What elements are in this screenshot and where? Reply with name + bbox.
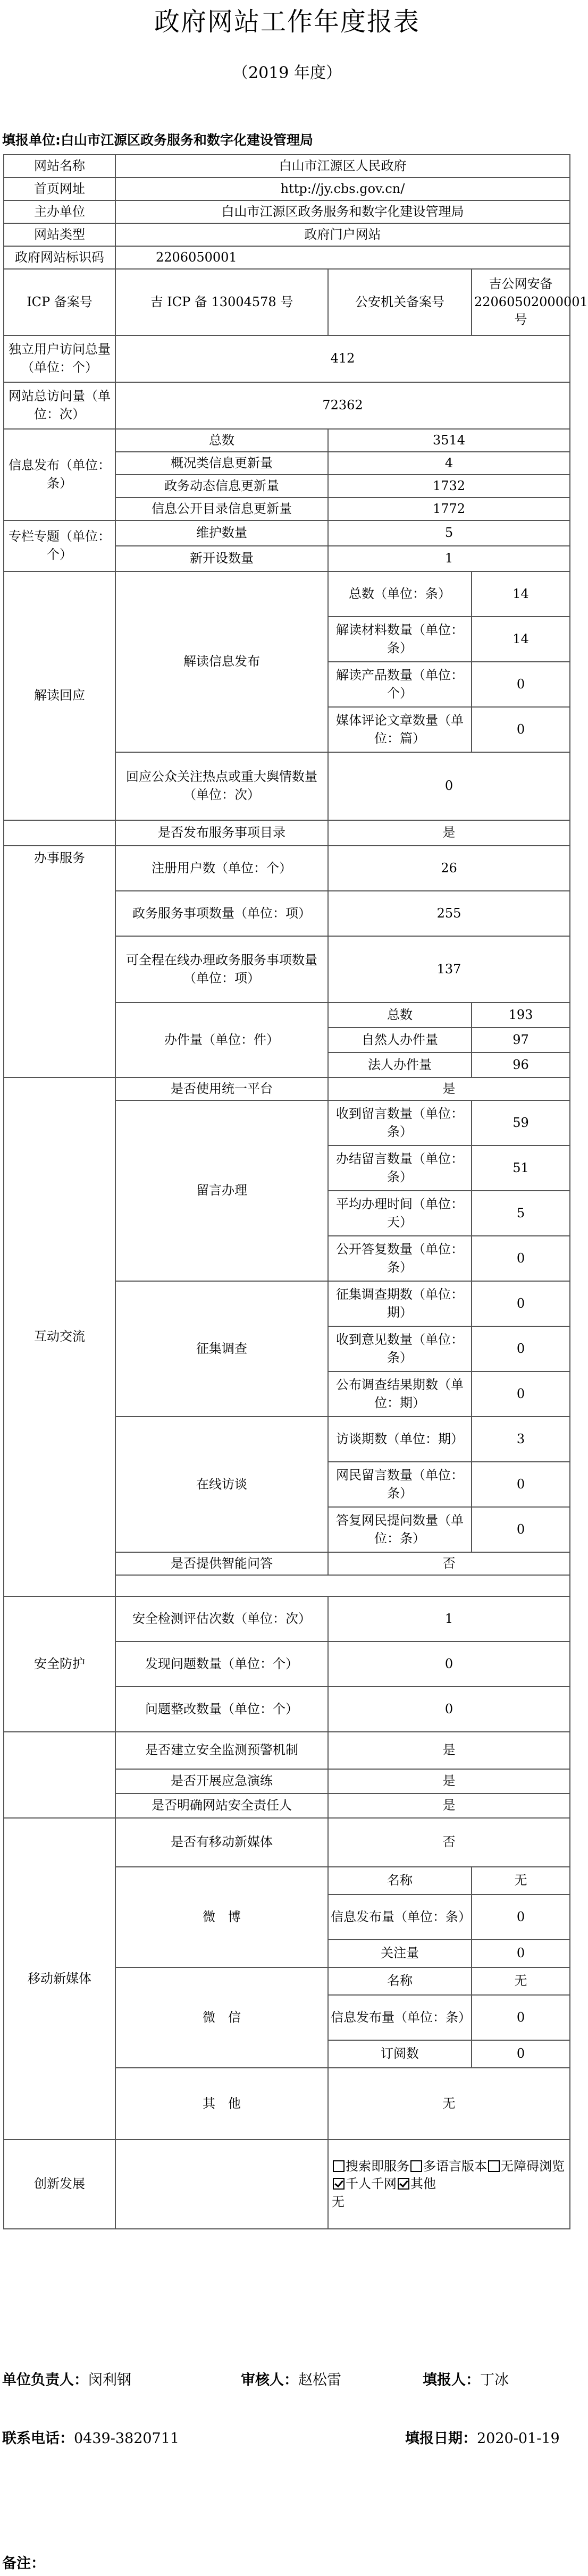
site-id: 2206050001 xyxy=(115,246,570,269)
spacer-row xyxy=(115,1575,570,1596)
footer-reviewer: 审核人：赵松雷 xyxy=(241,2372,341,2388)
label-has-mobile: 是否有移动新媒体 xyxy=(115,1818,328,1867)
label-wb-name: 名称 xyxy=(328,1867,472,1895)
label-innovation: 创新发展 xyxy=(4,2140,115,2229)
label-survey-opinions: 收到意见数量（单位：条） xyxy=(328,1326,472,1371)
items-value: 255 xyxy=(328,891,570,936)
label-vol-person: 自然人办件量 xyxy=(328,1028,472,1053)
innovation-option-label: 搜索即服务 xyxy=(346,2158,409,2174)
label-wb-posts: 信息发布量（单位：条） xyxy=(328,1895,472,1940)
label-new-topics: 新开设数量 xyxy=(115,546,328,571)
iv-periods: 3 xyxy=(472,1417,570,1462)
report-title: 政府网站工作年度报表 xyxy=(154,7,420,37)
label-survey-results: 公布调查结果期数（单位：期） xyxy=(328,1371,472,1417)
innovation-option-label: 多语言版本 xyxy=(423,2158,487,2174)
label-online-items: 可全程在线办理政务服务事项数量（单位：项） xyxy=(115,936,328,1003)
maintain-value: 5 xyxy=(328,520,570,546)
site-org: 白山市江源区政务服务和数字化建设管理局 xyxy=(115,200,570,223)
interp-material: 14 xyxy=(472,617,570,662)
label-dynamic: 政务动态信息更新量 xyxy=(115,475,328,498)
label-overview: 概况类信息更新量 xyxy=(115,452,328,475)
label-msg-done: 办结留言数量（单位：条） xyxy=(328,1146,472,1191)
pv-value: 72362 xyxy=(115,382,570,429)
label-icp: ICP 备案号 xyxy=(4,269,115,335)
survey-results: 0 xyxy=(472,1371,570,1417)
online-items-value: 137 xyxy=(328,936,570,1003)
new-topics-value: 1 xyxy=(328,546,570,571)
label-uv: 独立用户访问总量（单位：个） xyxy=(4,335,115,382)
other-media-value: 无 xyxy=(328,2068,570,2140)
footer-filler: 填报人：丁冰 xyxy=(423,2372,509,2388)
label-interpret-sub: 解读信息发布 xyxy=(115,571,328,752)
label-wb-followers: 关注量 xyxy=(328,1940,472,1967)
label-catalog: 信息公开目录信息更新量 xyxy=(115,498,328,520)
site-url: http://jy.cbs.gov.cn/ xyxy=(115,178,570,200)
label-org: 主办单位 xyxy=(4,200,115,223)
label-users: 注册用户数（单位：个） xyxy=(115,846,328,891)
survey-periods: 0 xyxy=(472,1281,570,1326)
label-pv: 网站总访问量（单位：次） xyxy=(4,382,115,429)
vol-total: 193 xyxy=(472,1003,570,1028)
label-weibo: 微 博 xyxy=(115,1867,328,1967)
label-security: 安全防护 xyxy=(4,1596,115,1732)
label-interp-media: 媒体评论文章数量（单位：篇） xyxy=(328,707,472,752)
wb-posts: 0 xyxy=(472,1895,570,1940)
label-info-total: 总数 xyxy=(115,429,328,452)
label-person: 是否明确网站安全责任人 xyxy=(115,1794,328,1818)
label-interpret: 解读回应 xyxy=(4,571,115,820)
iv-msgs: 0 xyxy=(472,1462,570,1507)
label-site-type: 网站类型 xyxy=(4,223,115,246)
wx-posts: 0 xyxy=(472,1995,570,2040)
interp-media: 0 xyxy=(472,707,570,752)
label-publish-catalog: 是否发布服务事项目录 xyxy=(115,820,328,846)
label-msg-pub: 公开答复数量（单位：条） xyxy=(328,1236,472,1281)
wx-subs: 0 xyxy=(472,2040,570,2068)
interp-total: 14 xyxy=(472,571,570,617)
innovation-checkbox[interactable] xyxy=(488,2160,500,2172)
footer-leader: 单位负责人：闵利钢 xyxy=(2,2372,131,2388)
blank-cell xyxy=(115,2140,328,2229)
has-mobile-value: 否 xyxy=(328,1818,570,1867)
platform-value: 是 xyxy=(328,1077,570,1100)
survey-opinions: 0 xyxy=(472,1326,570,1371)
label-wx-name: 名称 xyxy=(328,1967,472,1995)
label-iv-answers: 答复网民提问数量（单位：条） xyxy=(328,1507,472,1552)
innovation-option-label: 无障碍浏览 xyxy=(501,2158,565,2174)
label-respond: 回应公众关注热点或重大舆情数量（单位：次） xyxy=(115,752,328,820)
label-smart: 是否提供智能问答 xyxy=(115,1552,328,1575)
label-interp-total: 总数（单位：条） xyxy=(328,571,472,617)
label-msg-time: 平均办理时间（单位：天） xyxy=(328,1191,472,1236)
label-wx-subs: 订阅数 xyxy=(328,2040,472,2068)
respond-value: 0 xyxy=(328,752,570,820)
label-drill: 是否开展应急演练 xyxy=(115,1769,328,1794)
iv-answers: 0 xyxy=(472,1507,570,1552)
blank-cell xyxy=(4,820,115,846)
smart-value: 否 xyxy=(328,1552,570,1575)
innovation-option-label: 千人千网 xyxy=(346,2176,397,2192)
footer-phone: 联系电话：0439-3820711 xyxy=(2,2430,180,2447)
vol-legal: 96 xyxy=(472,1053,570,1077)
label-checks: 安全检测评估次数（单位：次） xyxy=(115,1596,328,1641)
label-interview: 在线访谈 xyxy=(115,1417,328,1552)
checks-value: 1 xyxy=(328,1596,570,1641)
label-wechat: 微 信 xyxy=(115,1967,328,2068)
innovation-checkbox[interactable] xyxy=(333,2160,345,2172)
label-platform: 是否使用统一平台 xyxy=(115,1077,328,1100)
wx-name: 无 xyxy=(472,1967,570,1995)
icp-number: 吉 ICP 备 13004578 号 xyxy=(115,269,328,335)
label-vol-legal: 法人办件量 xyxy=(328,1053,472,1077)
label-interact: 互动交流 xyxy=(4,1077,115,1596)
fixed-value: 0 xyxy=(328,1687,570,1732)
person-value: 是 xyxy=(328,1794,570,1818)
site-name: 白山市江源区人民政府 xyxy=(115,155,570,178)
catalog-value: 1772 xyxy=(328,498,570,520)
label-survey: 征集调查 xyxy=(115,1281,328,1417)
label-police: 公安机关备案号 xyxy=(328,269,472,335)
publish-catalog-value: 是 xyxy=(328,820,570,846)
overview-value: 4 xyxy=(328,452,570,475)
label-iv-periods: 访谈期数（单位：期） xyxy=(328,1417,472,1462)
label-vol-total: 总数 xyxy=(328,1003,472,1028)
info-total: 3514 xyxy=(328,429,570,452)
label-found: 发现问题数量（单位：个） xyxy=(115,1641,328,1687)
label-service: 办事服务 xyxy=(4,846,115,1077)
label-volume: 办件量（单位：件） xyxy=(115,1003,328,1077)
label-interp-product: 解读产品数量（单位：个） xyxy=(328,662,472,707)
msg-recv: 59 xyxy=(472,1100,570,1146)
innovation-checkbox[interactable] xyxy=(410,2160,422,2172)
label-msg-recv: 收到留言数量（单位：条） xyxy=(328,1100,472,1146)
label-site-id: 政府网站标识码 xyxy=(4,246,115,269)
drill-value: 是 xyxy=(328,1769,570,1794)
reporting-unit: 填报单位:白山市江源区政务服务和数字化建设管理局 xyxy=(2,132,313,148)
innovation-options xyxy=(328,2140,570,2229)
label-topics: 专栏专题（单位：个） xyxy=(4,520,115,571)
msg-done: 51 xyxy=(472,1146,570,1191)
label-other-media: 其 他 xyxy=(115,2068,328,2140)
msg-pub: 0 xyxy=(472,1236,570,1281)
report-year: （2019 年度） xyxy=(232,64,342,82)
uv-value: 412 xyxy=(115,335,570,382)
police-number: 吉公网安备22060502000001 号 xyxy=(472,269,570,335)
dynamic-value: 1732 xyxy=(328,475,570,498)
label-msg: 留言办理 xyxy=(115,1100,328,1281)
footer-note: 备注： xyxy=(2,2555,45,2572)
label-mobile: 移动新媒体 xyxy=(4,1818,115,2140)
msg-time: 5 xyxy=(472,1191,570,1236)
innovation-checkbox[interactable] xyxy=(333,2178,345,2190)
report-table xyxy=(3,154,588,2229)
wb-name: 无 xyxy=(472,1867,570,1895)
label-interp-material: 解读材料数量（单位：条） xyxy=(328,617,472,662)
site-type: 政府门户网站 xyxy=(115,223,570,246)
innovation-checkbox[interactable] xyxy=(398,2178,409,2190)
footer-date: 填报日期：2020-01-19 xyxy=(405,2430,560,2447)
innovation-other-value: 无 xyxy=(332,2194,345,2209)
label-fixed: 问题整改数量（单位：个） xyxy=(115,1687,328,1732)
vol-person: 97 xyxy=(472,1028,570,1053)
blank-cell xyxy=(4,1732,115,1818)
innovation-option-label: 其他 xyxy=(410,2176,436,2192)
label-survey-periods: 征集调查期数（单位：期） xyxy=(328,1281,472,1326)
label-monitor: 是否建立安全监测预警机制 xyxy=(115,1732,328,1769)
label-wx-posts: 信息发布量（单位：条） xyxy=(328,1995,472,2040)
label-url: 首页网址 xyxy=(4,178,115,200)
found-value: 0 xyxy=(328,1641,570,1687)
label-info: 信息发布（单位：条） xyxy=(4,429,115,520)
monitor-value: 是 xyxy=(328,1732,570,1769)
label-items: 政务服务事项数量（单位：项） xyxy=(115,891,328,936)
label-iv-msgs: 网民留言数量（单位：条） xyxy=(328,1462,472,1507)
wb-followers: 0 xyxy=(472,1940,570,1967)
users-value: 26 xyxy=(328,846,570,891)
label-maintain: 维护数量 xyxy=(115,520,328,546)
interp-product: 0 xyxy=(472,662,570,707)
label-site-name: 网站名称 xyxy=(4,155,115,178)
